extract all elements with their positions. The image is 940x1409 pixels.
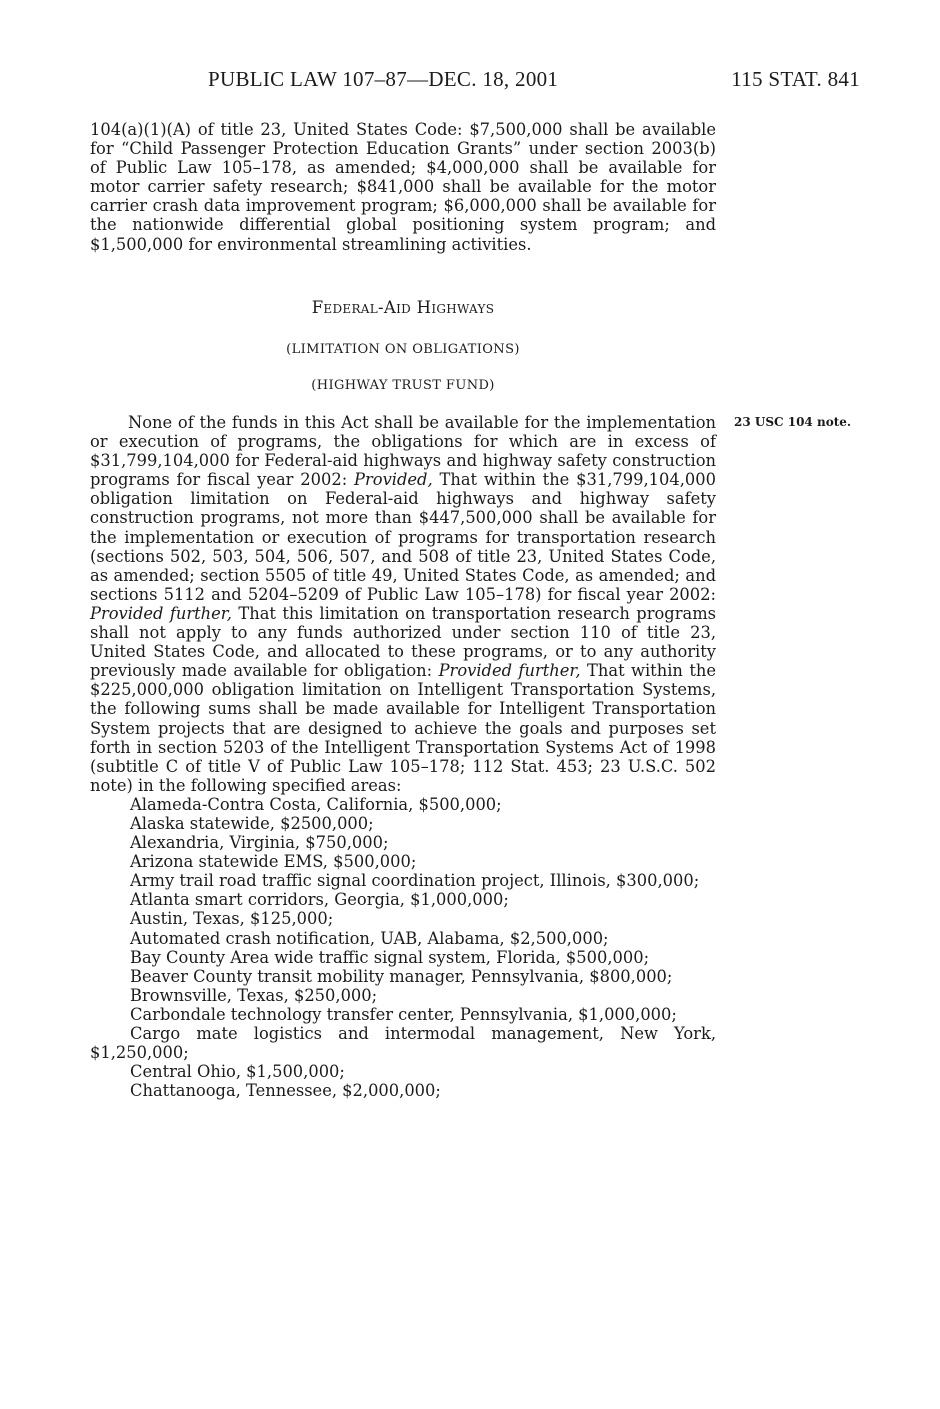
law-title: PUBLIC LAW 107–87—DEC. 18, 2001 bbox=[208, 67, 559, 91]
body-text-3: That this limitation on transportation research programs shall not apply to any funds authorized under section 110 of title 23, United States Code, and allocated to these programs, or to any authority previously made available for obligation: bbox=[90, 603, 716, 681]
body-paragraph bbox=[90, 413, 716, 795]
list-item: Arizona statewide EMS, $500,000; bbox=[130, 852, 417, 872]
list-item: Cargo mate logistics and intermodal management, New York, $1,250,000; bbox=[90, 1024, 716, 1063]
proviso-1: Provided, bbox=[354, 470, 433, 490]
list-item: Alexandria, Virginia, $750,000; bbox=[130, 833, 389, 853]
intro-text: 104(a)(1)(A) of title 23, United States Code: $7,500,000 shall be available for “Child Passenger Protection Education Grants” under section 2003(b) of Public Law 105–178, as amended; $4,000,000 shall be available for motor carrier safety research; $841,000 shall be available for the motor carrier crash data improvement program; $6,000,000 shall be available for the nationwide differential global positioning system program; and $1,500,000 for environmental streamlining activities. bbox=[90, 120, 716, 254]
proviso-3: Provided further, bbox=[438, 661, 581, 681]
subheading-trust-fund: (HIGHWAY TRUST FUND) bbox=[311, 378, 495, 393]
margin-citation-note: 23 USC 104 note. bbox=[734, 415, 852, 429]
subheading-limitation: (LIMITATION ON OBLIGATIONS) bbox=[286, 342, 520, 357]
body-text-1: None of the funds in this Act shall be available for the implementation or execution of programs, the obligations for which are in excess of $31,799,104,000 for Federal-aid highways and highway safety construction programs for fiscal year 2002: bbox=[90, 413, 716, 490]
list-item: Army trail road traffic signal coordination project, Illinois, $300,000; bbox=[130, 871, 700, 891]
list-item: Beaver County transit mobility manager, Pennsylvania, $800,000; bbox=[130, 966, 673, 986]
project-list bbox=[90, 795, 716, 1101]
body-text-4: That within the $225,000,000 obligation limitation on Intelligent Transportation Systems, the following sums shall be made available for Intelligent Transportation System projects that are designed to achieve the goals and purposes set forth in section 5203 of the Intelligent Transportation Systems Act of 1998 (subtitle C of title V of Public Law 105–178; 112 Stat. 453; 23 U.S.C. 502 note) in the following specified areas: bbox=[90, 661, 717, 795]
page-header bbox=[90, 64, 860, 94]
list-item: Central Ohio, $1,500,000; bbox=[130, 1062, 345, 1082]
list-item: Atlanta smart corridors, Georgia, $1,000,000; bbox=[130, 890, 509, 910]
section-heading: Federal-Aid Highways bbox=[311, 298, 495, 317]
list-item: Chattanooga, Tennessee, $2,000,000; bbox=[130, 1081, 441, 1101]
body-section bbox=[90, 413, 716, 1100]
list-item: Alameda-Contra Costa, California, $500,000; bbox=[130, 794, 502, 814]
stat-page-number: 115 STAT. 841 bbox=[731, 67, 860, 91]
list-item: Alaska statewide, $2500,000; bbox=[130, 813, 374, 833]
list-item: Bay County Area wide traffic signal system, Florida, $500,000; bbox=[130, 947, 650, 967]
list-item: Brownsville, Texas, $250,000; bbox=[130, 985, 378, 1005]
list-item: Automated crash notification, UAB, Alabama, $2,500,000; bbox=[130, 928, 609, 948]
list-item: Carbondale technology transfer center, Pennsylvania, $1,000,000; bbox=[130, 1004, 677, 1024]
body-text-2: That within the $31,799,104,000 obligation limitation on Federal-aid highways and highway safety construction programs, not more than $447,500,000 shall be available for the implementation or execution of programs for transportation research (sections 502, 503, 504, 506, 507, and 508 of title 23, United States Code, as amended; section 5505 of title 49, United States Code, as amended; and sections 5112 and 5204–5209 of Public Law 105–178) for fiscal year 2002: bbox=[90, 470, 716, 604]
list-item: Austin, Texas, $125,000; bbox=[130, 909, 334, 929]
intro-paragraph bbox=[90, 120, 716, 254]
proviso-2: Provided further, bbox=[90, 603, 232, 623]
